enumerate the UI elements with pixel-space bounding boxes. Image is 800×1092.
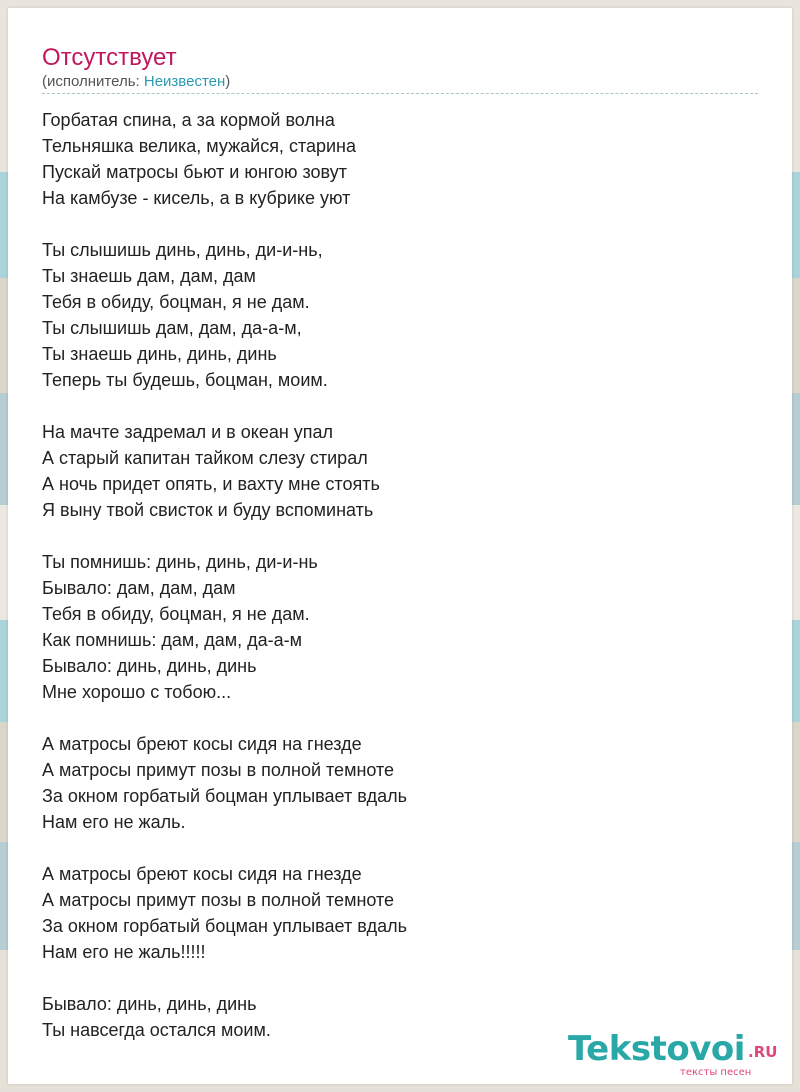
lyrics-line: За окном горбатый боцман уплывает вдаль [42, 786, 407, 806]
lyrics-line: Мне хорошо с тобою... [42, 682, 232, 702]
lyrics-line: А матросы примут позы в полной темноте [42, 890, 395, 910]
artist-suffix: ) [225, 73, 231, 90]
artist-link[interactable]: Неизвестен [143, 73, 226, 90]
lyrics-stanza [42, 861, 762, 965]
lyrics-card [8, 8, 792, 1084]
lyrics-line: Ты помнишь: динь, динь, ди-и-нь [42, 552, 318, 572]
site-logo[interactable] [568, 1029, 778, 1079]
lyrics-line: А старый капитан тайком слезу стирал [42, 448, 368, 468]
lyrics-line: Ты знаешь динь, динь, динь [42, 344, 277, 364]
lyrics-line: Теперь ты будешь, боцман, моим. [42, 370, 328, 390]
lyrics-stanza [42, 237, 762, 393]
lyrics-line: На мачте задремал и в океан упал [42, 422, 334, 442]
lyrics-line: За окном горбатый боцман уплывает вдаль [42, 916, 407, 936]
lyrics-line: Ты слышишь динь, динь, ди-и-нь, [42, 240, 323, 260]
lyrics-line: А матросы примут позы в полной темноте [42, 760, 395, 780]
lyrics-line: А матросы бреют косы сидя на гнезде [42, 864, 362, 884]
artist-prefix: (исполнитель: [42, 73, 144, 90]
lyrics-line: А матросы бреют косы сидя на гнезде [42, 734, 362, 754]
artist-line [42, 73, 758, 94]
lyrics-stanza [42, 549, 762, 705]
lyrics-line: Нам его не жаль!!!!! [42, 942, 206, 962]
lyrics-line: Тельняшка велика, мужайся, старина [42, 136, 357, 156]
lyrics-body [42, 107, 762, 1069]
logo-wordmark: Tekstovoi [568, 1029, 745, 1069]
lyrics-line: Нам его не жаль. [42, 812, 186, 832]
lyrics-line: Бывало: динь, динь, динь [42, 656, 257, 676]
lyrics-stanza [42, 107, 762, 211]
lyrics-line: Бывало: динь, динь, динь [42, 994, 257, 1014]
lyrics-line: Горбатая спина, а за кормой волна [42, 110, 335, 130]
lyrics-line: Тебя в обиду, боцман, я не дам. [42, 604, 310, 624]
lyrics-line: Пускай матросы бьют и юнгою зовут [42, 162, 347, 182]
logo-tld: .RU [748, 1043, 778, 1061]
lyrics-line: Ты слышишь дам, дам, да-а-м, [42, 318, 302, 338]
lyrics-stanza [42, 419, 762, 523]
lyrics-line: На камбузе - кисель, а в кубрике уют [42, 188, 351, 208]
song-title: Отсутствует [42, 44, 177, 71]
lyrics-line: Тебя в обиду, боцман, я не дам. [42, 292, 310, 312]
lyrics-line: Как помнишь: дам, дам, да-а-м [42, 630, 302, 650]
lyrics-line: Ты навсегда остался моим. [42, 1020, 271, 1040]
lyrics-stanza [42, 731, 762, 835]
lyrics-line: Ты знаешь дам, дам, дам [42, 266, 256, 286]
lyrics-line: Я выну твой свисток и буду вспоминать [42, 500, 374, 520]
lyrics-line: Бывало: дам, дам, дам [42, 578, 236, 598]
logo-subtitle: тексты песен [680, 1067, 752, 1078]
lyrics-line: А ночь придет опять, и вахту мне стоять [42, 474, 380, 494]
